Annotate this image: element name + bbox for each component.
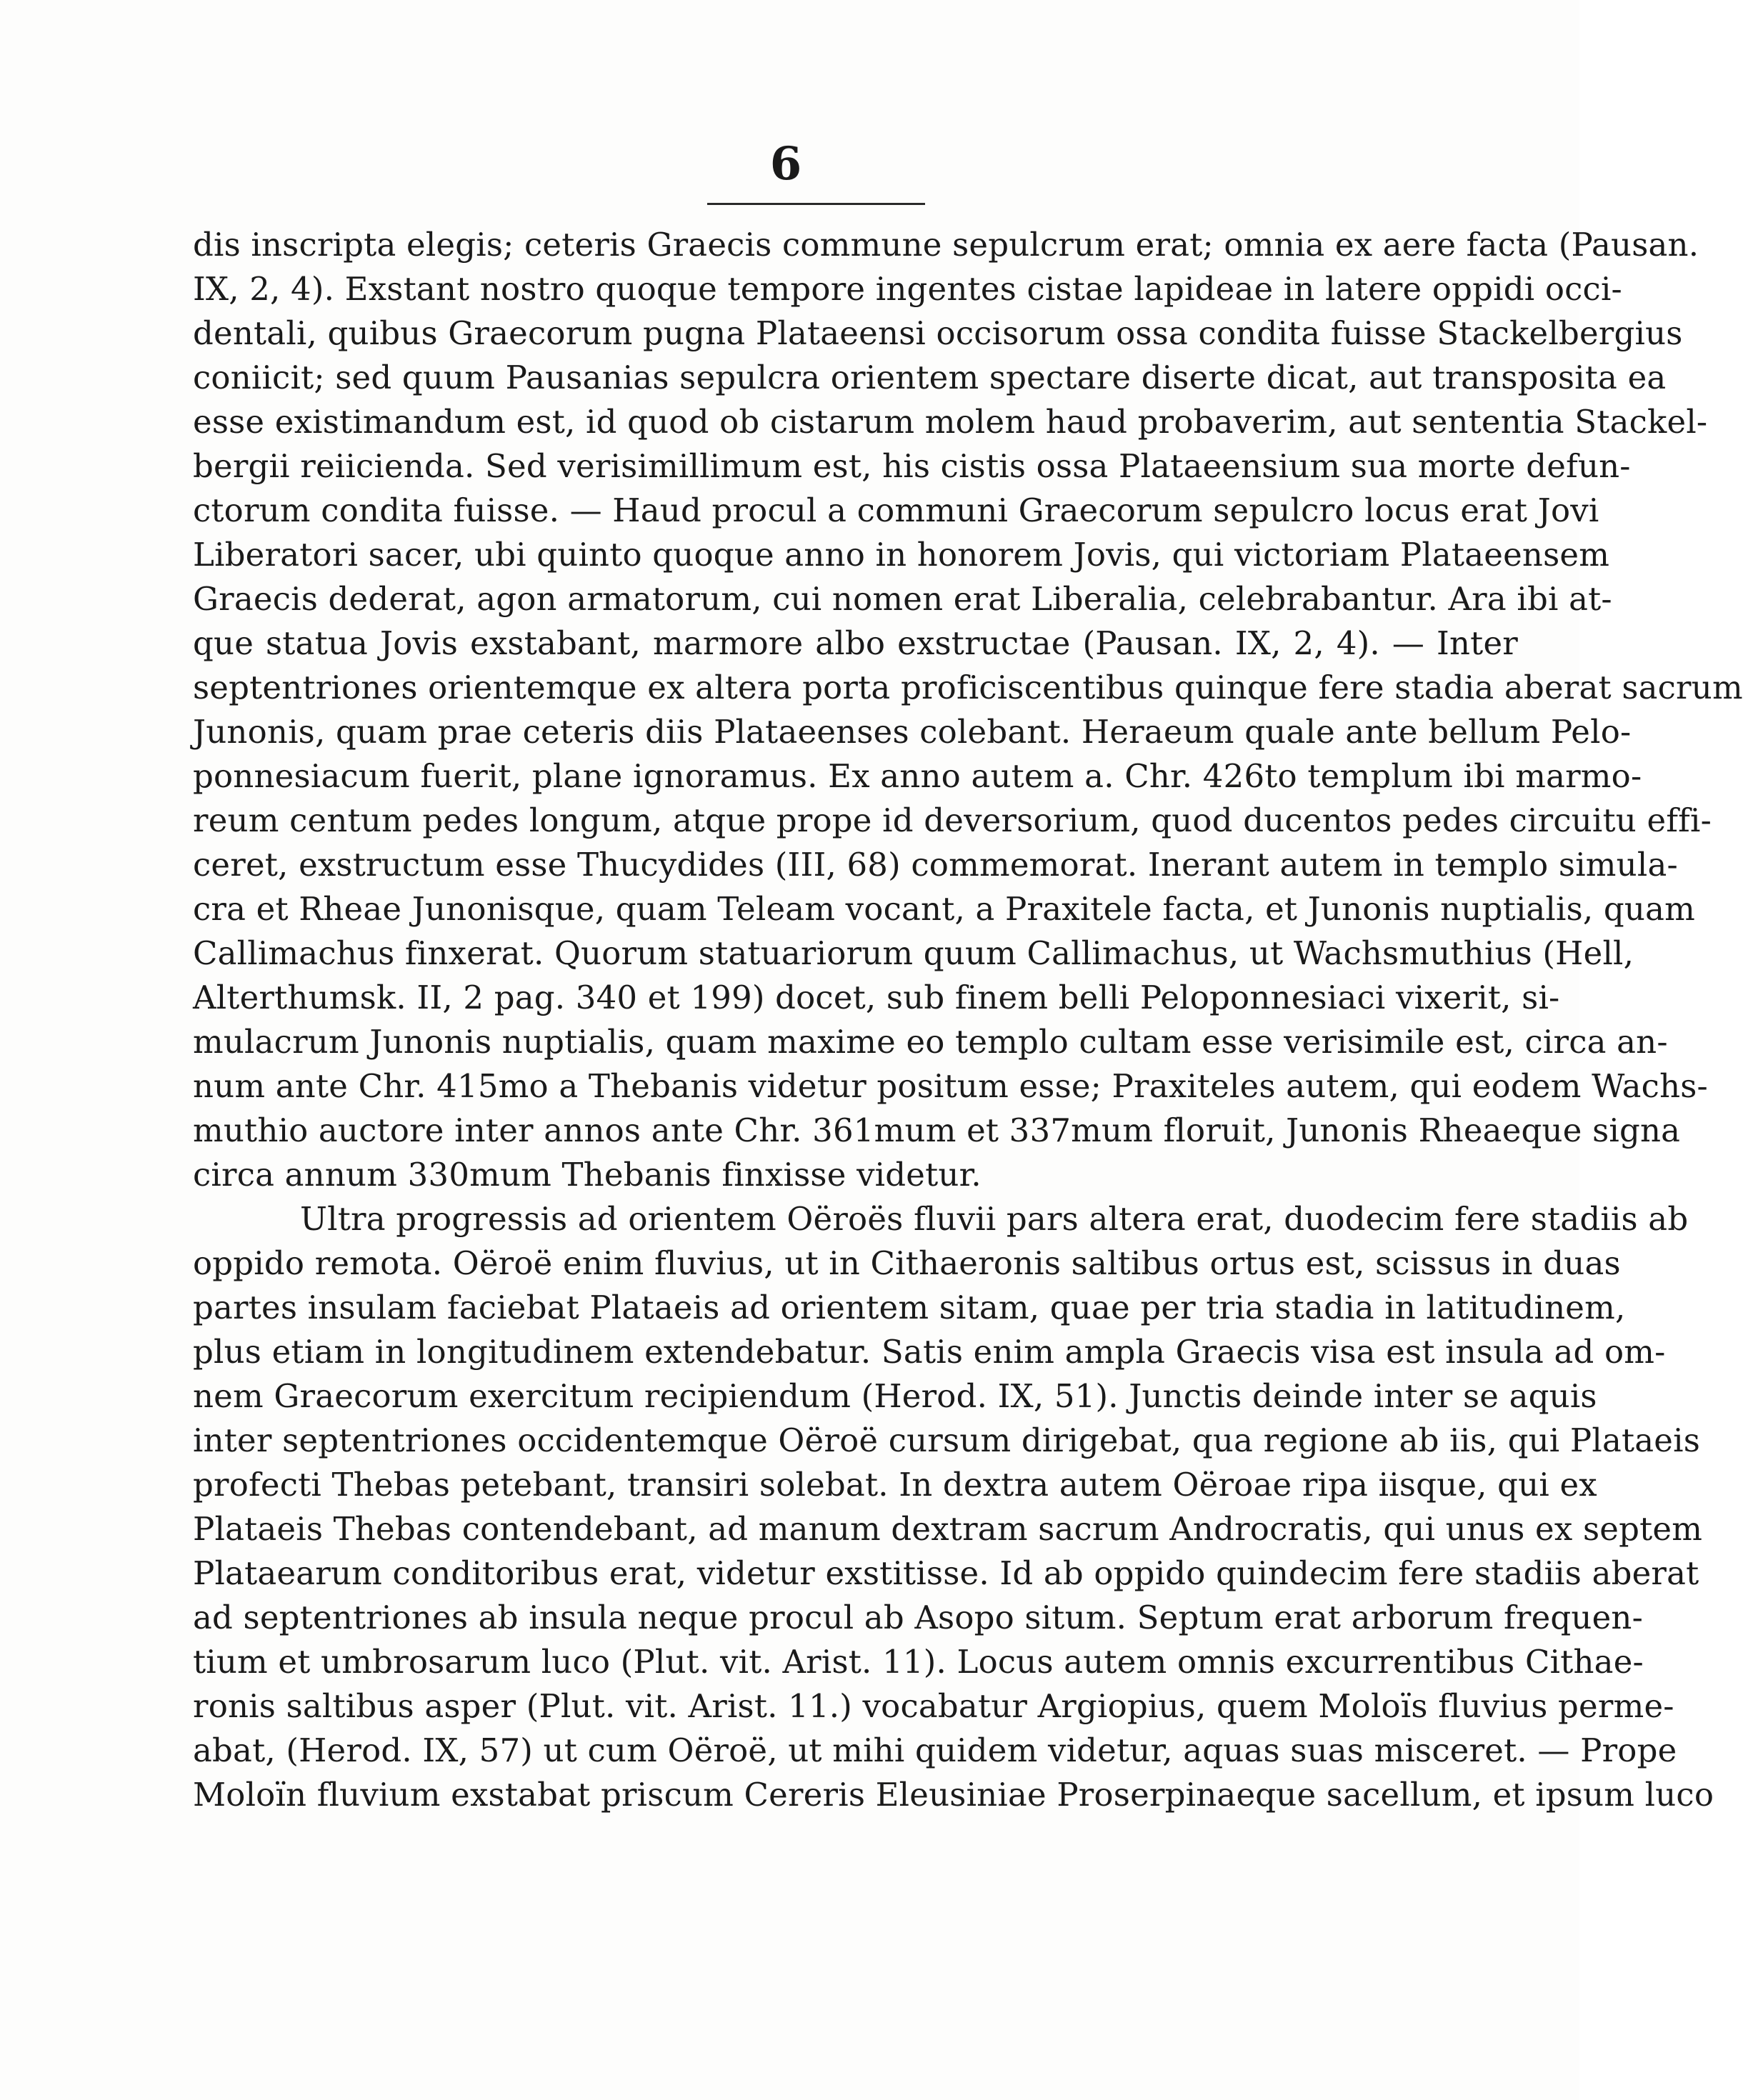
text-line: mulacrum Junonis nuptialis, quam maxime eo templo cultam esse verisimile est, circa an- [193,1023,1668,1061]
text-line: partes insulam faciebat Plataeis ad orientem sitam, quae per tria stadia in latitudinem, [193,1289,1626,1326]
body-text [193,223,1743,1817]
text-line: esse existimandum est, id quod ob cistarum molem haud probaverim, aut sententia Stackel- [193,403,1708,441]
text-line: coniicit; sed quum Pausanias sepulcra orientem spectare diserte dicat, aut transposita ea [193,359,1667,396]
text-line: ctorum condita fuisse. — Haud procul a communi Graecorum sepulcro locus erat Jovi [193,491,1599,529]
text-line: septentriones orientemque ex altera porta proficiscentibus quinque fere stadia aberat sacrum [193,669,1743,706]
text-line: Callimachus finxerat. Quorum statuariorum quum Callimachus, ut Wachsmuthius (Hell, [193,934,1634,972]
text-line: circa annum 330mum Thebanis finxisse videtur. [193,1156,982,1194]
text-line: Graecis dederat, agon armatorum, cui nomen erat Liberalia, celebrabantur. Ara ibi at- [193,580,1612,618]
text-line: Liberatori sacer, ubi quinto quoque anno in honorem Jovis, qui victoriam Plataeensem [193,536,1610,574]
text-line: dentali, quibus Graecorum pugna Plataeensi occisorum ossa condita fuisse Stackelbergius [193,314,1683,352]
text-line: Junonis, quam prae ceteris diis Plataeenses colebant. Heraeum quale ante bellum Pelo- [193,713,1632,751]
text-line: inter septentriones occidentemque Oëroë cursum dirigebat, qua regione ab iis, qui Plataeis [193,1421,1701,1459]
text-line: IX, 2, 4). Exstant nostro quoque tempore ingentes cistae lapideae in latere oppidi occi- [193,270,1622,308]
text-line: ronis saltibus asper (Plut. vit. Arist. 11.) vocabatur Argiopius, quem Moloïs fluvius perme- [193,1687,1674,1725]
header-rule [707,203,925,205]
page-number: 6 [769,137,802,191]
text-line: bergii reiicienda. Sed verisimillimum est, his cistis ossa Plataeensium sua morte defun- [193,447,1631,485]
text-line: Alterthumsk. II, 2 pag. 340 et 199) docet, sub finem belli Peloponnesiaci vixerit, si- [193,979,1560,1016]
text-line: Moloïn fluvium exstabat priscum Cereris Eleusiniae Proserpinaeque sacellum, et ipsum luco [193,1776,1714,1814]
text-line: Ultra progressis ad orientem Oëroës fluvii pars altera erat, duodecim fere stadiis ab [300,1200,1689,1238]
text-line: reum centum pedes longum, atque prope id deversorium, quod ducentos pedes circuitu effi- [193,801,1712,839]
text-line: cra et Rheae Junonisque, quam Teleam vocant, a Praxitele facta, et Junonis nuptialis, quam [193,890,1696,928]
text-line: ad septentriones ab insula neque procul ab Asopo situm. Septum erat arborum frequen- [193,1599,1644,1636]
text-line: num ante Chr. 415mo a Thebanis videtur positum esse; Praxiteles autem, qui eodem Wachs- [193,1067,1708,1105]
text-line: muthio auctore inter annos ante Chr. 361mum et 337mum floruit, Junonis Rheaeque signa [193,1111,1681,1149]
text-line: dis inscripta elegis; ceteris Graecis commune sepulcrum erat; omnia ex aere facta (Pausan. [193,226,1699,264]
text-line: Plataeis Thebas contendebant, ad manum dextram sacrum Androcratis, qui unus ex septem [193,1510,1703,1548]
text-line: ceret, exstructum esse Thucydides (III, 68) commemorat. Inerant autem in templo simula- [193,846,1678,884]
text-line: que statua Jovis exstabant, marmore albo exstructae (Pausan. IX, 2, 4). — Inter [193,624,1518,662]
text-line: nem Graecorum exercitum recipiendum (Herod. IX, 51). Junctis deinde inter se aquis [193,1377,1597,1415]
text-line: oppido remota. Oëroë enim fluvius, ut in Cithaeronis saltibus ortus est, scissus in duas [193,1244,1621,1282]
text-line: profecti Thebas petebant, transiri solebat. In dextra autem Oëroae ripa iisque, qui ex [193,1466,1597,1504]
text-line: plus etiam in longitudinem extendebatur. Satis enim ampla Graecis visa est insula ad om- [193,1333,1666,1371]
text-line: ponnesiacum fuerit, plane ignoramus. Ex anno autem a. Chr. 426to templum ibi marmo- [193,757,1642,795]
text-line: Plataearum conditoribus erat, videtur exstitisse. Id ab oppido quindecim fere stadiis aberat [193,1554,1699,1592]
text-line: abat, (Herod. IX, 57) ut cum Oëroë, ut mihi quidem videtur, aquas suas misceret. — Prope [193,1731,1677,1769]
text-line: tium et umbrosarum luco (Plut. vit. Arist. 11). Locus autem omnis excurrentibus Cithae- [193,1643,1644,1681]
